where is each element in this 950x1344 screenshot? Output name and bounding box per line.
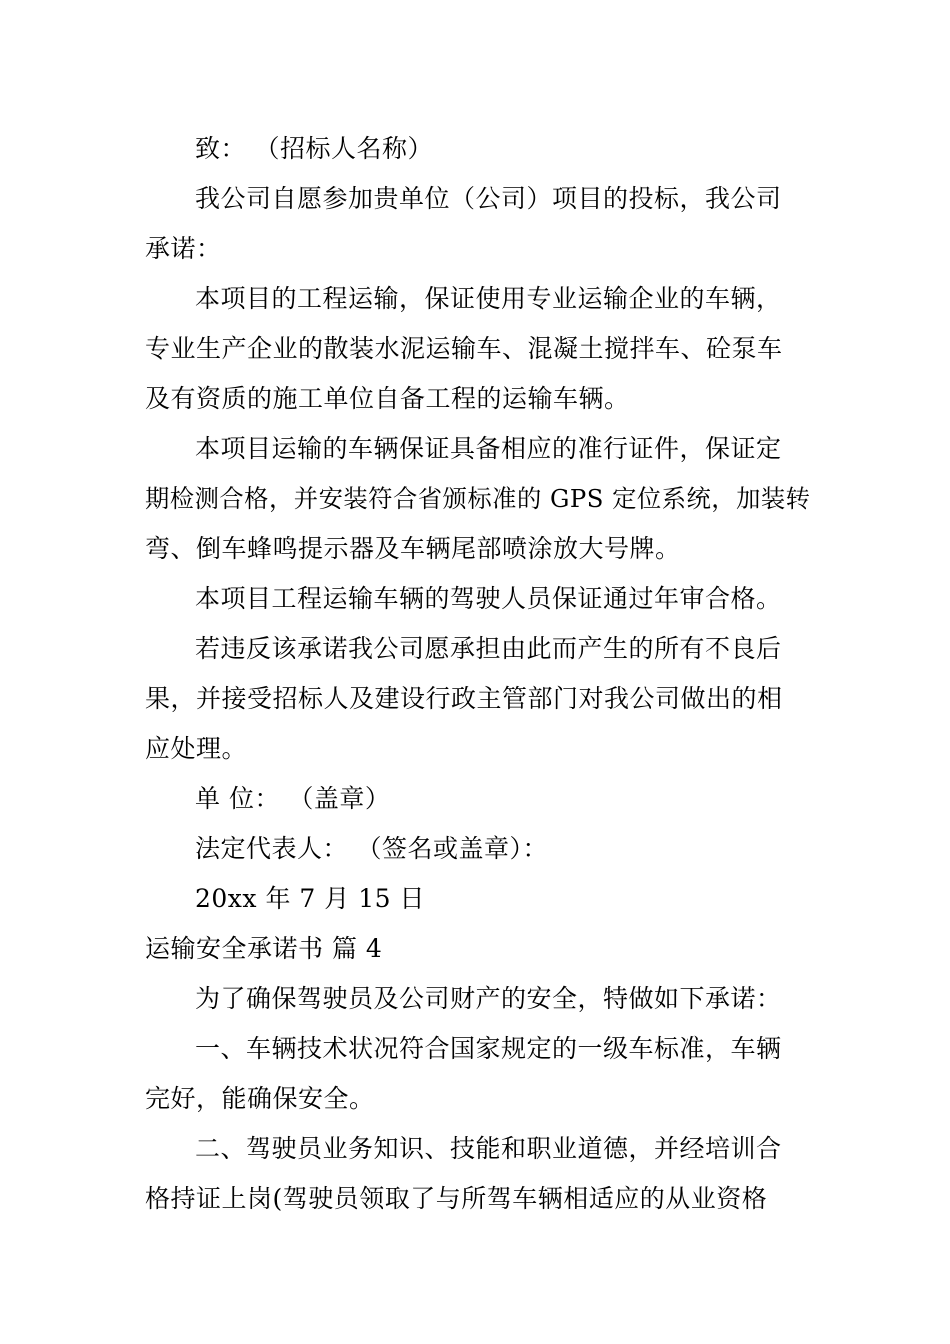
- date-line: 20xx 年 7 月 15 日: [195, 884, 425, 913]
- paragraph-line: 应处理。: [145, 734, 248, 763]
- section-heading: 运输安全承诺书 篇 4: [145, 934, 383, 963]
- paragraph-line: 期检测合格，并安装符合省颁标准的 GPS 定位系统，加装转: [145, 484, 811, 513]
- paragraph-line: 本项目的工程运输，保证使用专业运输企业的车辆，: [195, 284, 782, 313]
- paragraph-line: 专业生产企业的散装水泥运输车、混凝土搅拌车、砼泵车: [145, 334, 783, 363]
- paragraph-line: 果，并接受招标人及建设行政主管部门对我公司做出的相: [145, 684, 783, 713]
- signature-representative-line: 法定代表人： （签名或盖章）：: [195, 834, 548, 863]
- paragraph-line: 二、驾驶员业务知识、技能和职业道德，并经培训合: [195, 1134, 782, 1163]
- paragraph-line: 完好，能确保安全。: [145, 1084, 375, 1113]
- paragraph-line: 弯、倒车蜂鸣提示器及车辆尾部喷涂放大号牌。: [145, 534, 681, 563]
- paragraph-line: 我公司自愿参加贵单位（公司）项目的投标，我公司: [195, 184, 782, 213]
- signature-unit-line: 单 位： （盖章）: [195, 784, 391, 813]
- paragraph-line: 本项目工程运输车辆的驾驶人员保证通过年审合格。: [195, 584, 782, 613]
- paragraph-line: 承诺：: [145, 234, 222, 263]
- paragraph-line: 及有资质的施工单位自备工程的运输车辆。: [145, 384, 630, 413]
- paragraph-line: 本项目运输的车辆保证具备相应的准行证件，保证定: [195, 434, 782, 463]
- salutation-line: 致： （招标人名称）: [195, 134, 433, 163]
- paragraph-line: 格持证上岗(驾驶员领取了与所驾车辆相适应的从业资格: [145, 1184, 768, 1213]
- paragraph-line: 一、车辆技术状况符合国家规定的一级车标准，车辆: [195, 1034, 782, 1063]
- paragraph-line: 若违反该承诺我公司愿承担由此而产生的所有不良后: [195, 634, 782, 663]
- paragraph-line: 为了确保驾驶员及公司财产的安全，特做如下承诺：: [195, 984, 782, 1013]
